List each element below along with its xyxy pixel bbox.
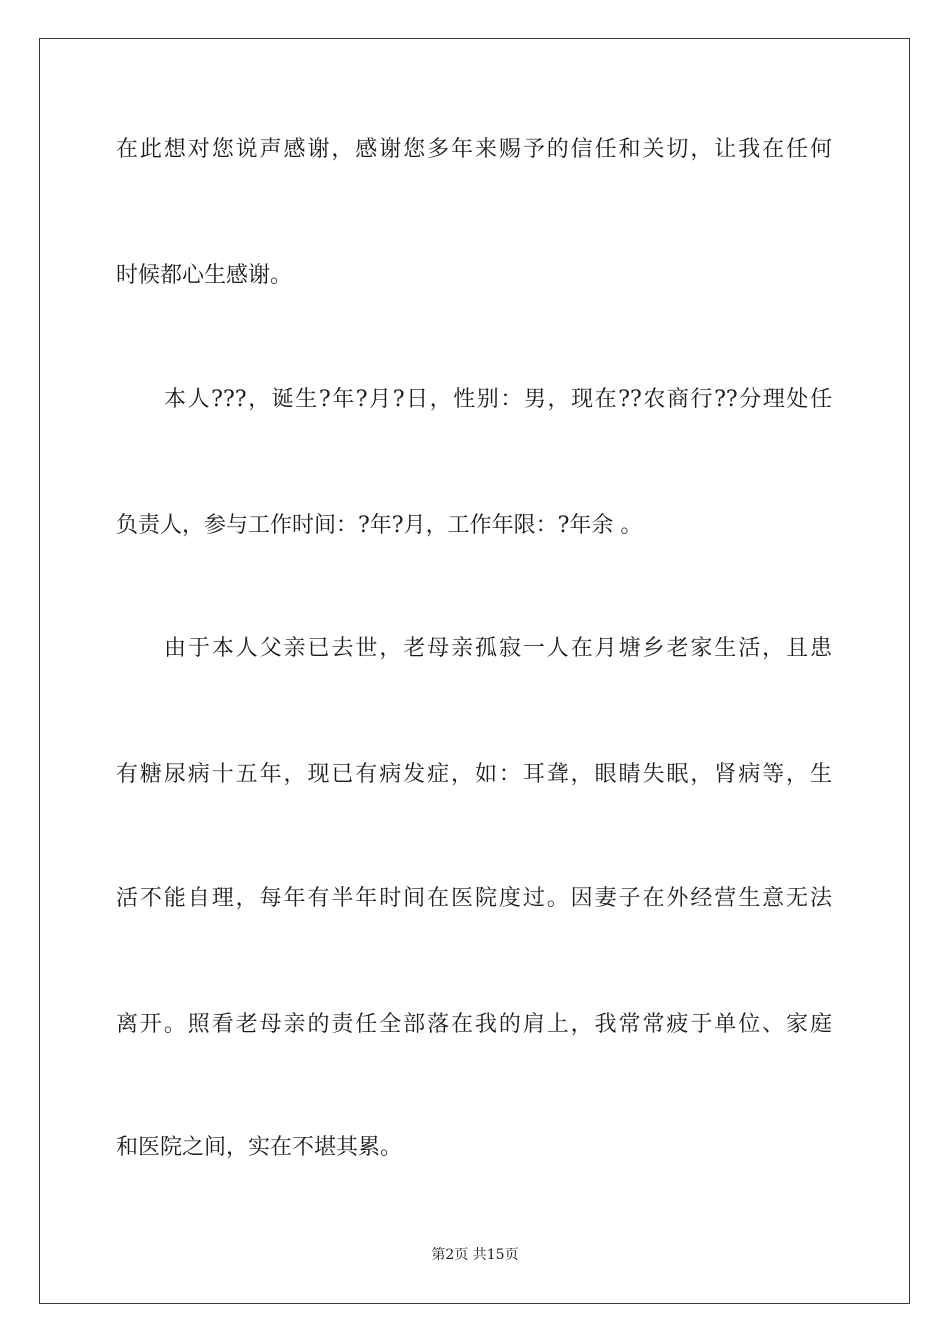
paragraph-first-line: 由于本人父亲已去世，老母亲孤寂一人在月塘乡老家生活，且患 — [164, 636, 832, 661]
body-text-line: 在此想对您说声感谢，感谢您多年来赐予的信任和关切，让我在任何 — [116, 137, 832, 162]
body-text-line: 和医院之间，实在不堪其累。 — [116, 1135, 403, 1160]
page-number-footer: 第2页 共15页 — [431, 1247, 519, 1263]
body-text-line: 负责人，参与工作时间：?年?月，工作年限：?年余 。 — [116, 513, 643, 538]
page-frame — [39, 38, 910, 1304]
body-text-line: 有糖尿病十五年，现已有病发症，如：耳聋，眼睛失眠，肾病等，生 — [116, 762, 832, 787]
body-text-line: 时候都心生感谢。 — [116, 263, 293, 288]
paragraph-first-line: 本人???，诞生?年?月?日，性别：男，现在??农商行??分理处任 — [164, 387, 832, 412]
body-text-line: 离开。照看老母亲的责任全部落在我的肩上，我常常疲于单位、家庭 — [116, 1012, 832, 1037]
body-text-line: 活不能自理，每年有半年时间在医院度过。因妻子在外经营生意无法 — [116, 886, 832, 911]
